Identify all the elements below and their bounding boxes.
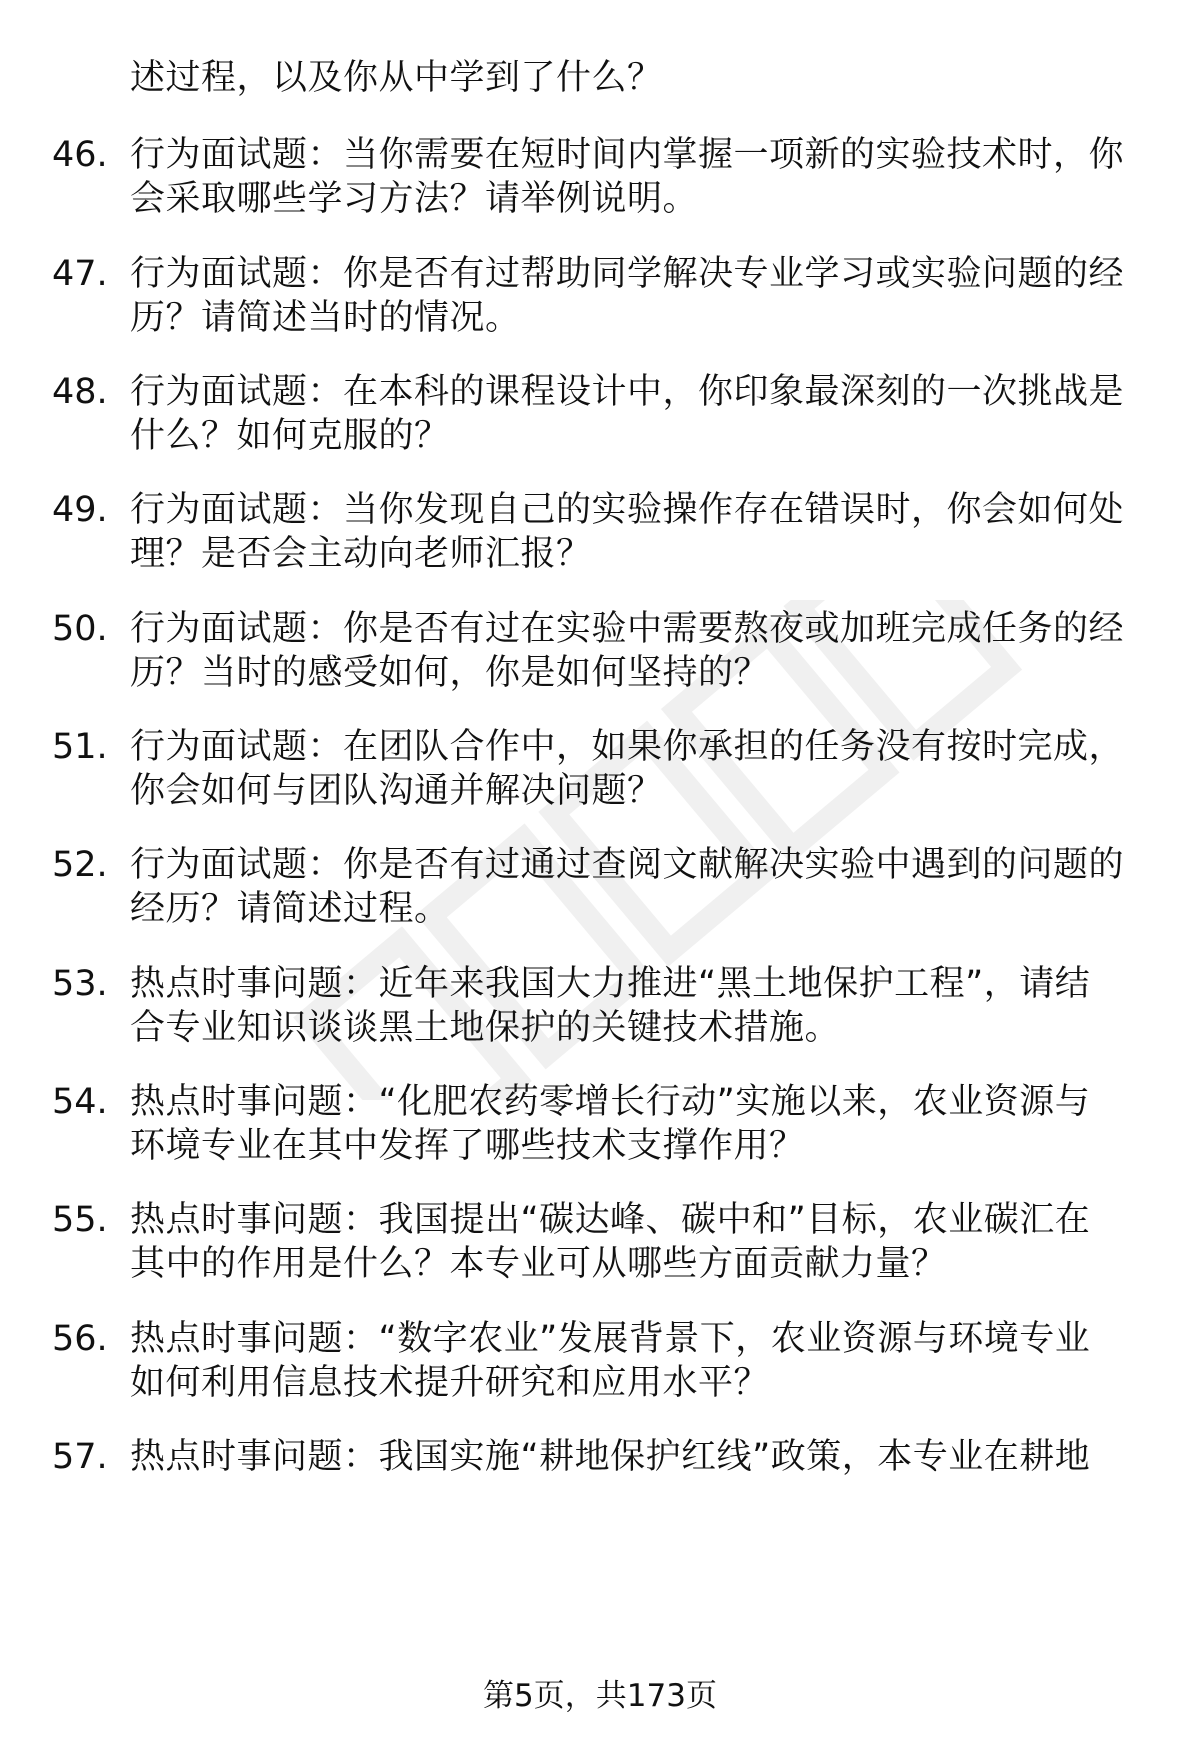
question-46-line2: 会采取哪些学习方法？请举例说明。 (130, 179, 699, 219)
question-51-number: 51. (52, 727, 108, 767)
question-56-line1: 热点时事问题：“数字农业”发展背景下，农业资源与环境专业 (130, 1319, 1091, 1359)
question-47-line1: 行为面试题：你是否有过帮助同学解决专业学习或实验问题的经 (130, 254, 1125, 294)
question-57-line1: 热点时事问题：我国实施“耕地保护红线”政策，本专业在耕地 (130, 1437, 1091, 1477)
question-48-line1: 行为面试题：在本科的课程设计中，你印象最深刻的一次挑战是 (130, 372, 1125, 412)
question-53-line1: 热点时事问题：近年来我国大力推进“黑土地保护工程”，请结 (130, 964, 1091, 1004)
question-46-line1: 行为面试题：当你需要在短时间内掌握一项新的实验技术时，你 (130, 135, 1125, 175)
question-51-line1: 行为面试题：在团队合作中，如果你承担的任务没有按时完成， (130, 727, 1125, 767)
question-55-line2: 其中的作用是什么？本专业可从哪些方面贡献力量？ (130, 1244, 947, 1284)
question-52-line1: 行为面试题：你是否有过通过查阅文献解决实验中遇到的问题的 (130, 845, 1125, 885)
question-47-number: 47. (52, 254, 108, 294)
question-50-number: 50. (52, 609, 108, 649)
question-50-line2: 历？当时的感受如何，你是如何坚持的？ (130, 653, 770, 693)
question-57-number: 57. (52, 1437, 108, 1477)
question-52-number: 52. (52, 845, 108, 885)
question-51-line2: 你会如何与团队沟通并解决问题？ (130, 771, 663, 811)
question-49-line2: 理？是否会主动向老师汇报？ (130, 534, 592, 574)
question-53-number: 53. (52, 964, 108, 1004)
question-49-line1: 行为面试题：当你发现自己的实验操作存在错误时，你会如何处 (130, 490, 1125, 530)
question-54-number: 54. (52, 1082, 108, 1122)
question-56-line2: 如何利用信息技术提升研究和应用水平？ (130, 1363, 770, 1403)
question-55-number: 55. (52, 1200, 108, 1240)
question-46-number: 46. (52, 135, 108, 175)
question-52-line2: 经历？请简述过程。 (130, 889, 450, 929)
question-54-line1: 热点时事问题：“化肥农药零增长行动”实施以来，农业资源与 (130, 1082, 1091, 1122)
question-50-line1: 行为面试题：你是否有过在实验中需要熬夜或加班完成任务的经 (130, 609, 1125, 649)
question-47-line2: 历？请简述当时的情况。 (130, 298, 521, 338)
question-54-line2: 环境专业在其中发挥了哪些技术支撑作用？ (130, 1126, 805, 1166)
question-53-line2: 合专业知识谈谈黑土地保护的关键技术措施。 (130, 1008, 841, 1048)
question-56-number: 56. (52, 1319, 108, 1359)
intro-line: 述过程，以及你从中学到了什么？ (130, 58, 663, 98)
question-49-number: 49. (52, 490, 108, 530)
question-55-line1: 热点时事问题：我国提出“碳达峰、碳中和”目标，农业碳汇在 (130, 1200, 1091, 1240)
question-48-number: 48. (52, 372, 108, 412)
page-footer: 第5页，共173页 (483, 1678, 717, 1714)
question-48-line2: 什么？如何克服的？ (130, 416, 450, 456)
